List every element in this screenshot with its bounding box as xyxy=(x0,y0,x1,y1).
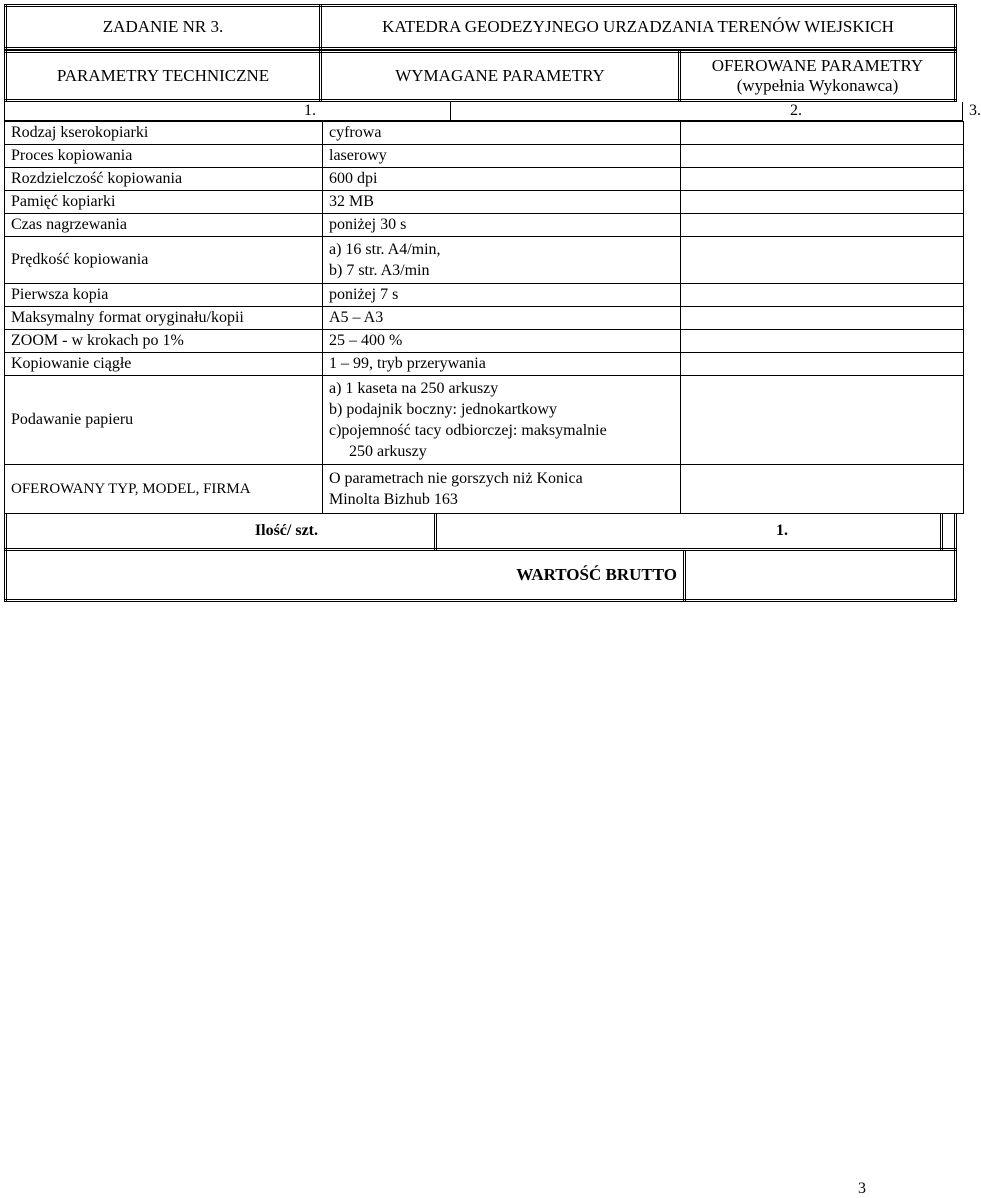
column-technical: PARAMETRY TECHNICZNE xyxy=(6,52,321,101)
param-value: 32 MB xyxy=(323,191,681,214)
gross-value-cell[interactable] xyxy=(685,551,956,601)
column-offered xyxy=(680,52,956,101)
table-row xyxy=(5,214,964,237)
offered-cell[interactable] xyxy=(681,330,964,353)
table-row xyxy=(5,145,964,168)
table-row xyxy=(5,191,964,214)
param-label: Pierwsza kopia xyxy=(5,284,323,307)
param-label: OFEROWANY TYP, MODEL, FIRMA xyxy=(5,465,323,514)
column-number-2: 2. xyxy=(451,102,963,121)
table-row xyxy=(5,353,964,376)
param-label: Pamięć kopiarki xyxy=(5,191,323,214)
param-value: A5 – A3 xyxy=(323,307,681,330)
department-name: KATEDRA GEODEZYJNEGO URZADZANIA TERENÓW WIEJSKICH xyxy=(321,6,956,49)
offered-cell[interactable] xyxy=(681,168,964,191)
param-value xyxy=(323,237,681,284)
param-value: 1 – 99, tryb przerywania xyxy=(323,353,681,376)
page-number: 3 xyxy=(858,1180,866,1197)
column-number-1: 1. xyxy=(5,102,451,121)
gross-value-label: WARTOŚĆ BRUTTO xyxy=(6,551,685,601)
offered-cell[interactable] xyxy=(681,353,964,376)
param-label: Podawanie papieru xyxy=(5,376,323,465)
param-label: Rodzaj kserokopiarki xyxy=(5,122,323,145)
param-value: poniżej 30 s xyxy=(323,214,681,237)
param-label: Prędkość kopiowania xyxy=(5,237,323,284)
paper-line-output-tray: c)pojemność tacy odbiorczej: maksymalnie xyxy=(329,422,607,439)
column-header-table xyxy=(4,50,957,102)
param-value xyxy=(323,376,681,465)
param-label: Kopiowanie ciągłe xyxy=(5,353,323,376)
task-number: ZADANIE NR 3. xyxy=(6,6,321,49)
speed-line-a3: b) 7 str. A3/min xyxy=(329,262,430,279)
table-row xyxy=(5,168,964,191)
table-row xyxy=(5,284,964,307)
param-label: Czas nagrzewania xyxy=(5,214,323,237)
offered-cell[interactable] xyxy=(681,191,964,214)
table-row xyxy=(5,237,964,284)
quantity-table xyxy=(4,514,957,551)
offered-cell[interactable] xyxy=(681,284,964,307)
param-value: 600 dpi xyxy=(323,168,681,191)
header-table xyxy=(4,4,957,50)
offered-cell[interactable] xyxy=(681,307,964,330)
param-label: Proces kopiowania xyxy=(5,145,323,168)
param-value: 25 – 400 % xyxy=(323,330,681,353)
param-label: Rozdzielczość kopiowania xyxy=(5,168,323,191)
column-offered-title: OFEROWANE PARAMETRY xyxy=(711,56,924,75)
offered-cell[interactable] xyxy=(681,465,964,514)
quantity-value: 1. xyxy=(436,514,942,550)
offered-cell[interactable] xyxy=(681,122,964,145)
column-required: WYMAGANE PARAMETRY xyxy=(321,52,680,101)
column-offered-note: (wypełnia Wykonawca) xyxy=(736,76,899,95)
model-line-1: O parametrach nie gorszych niż Konica xyxy=(329,470,583,487)
offered-cell[interactable] xyxy=(681,237,964,284)
quantity-label: Ilość/ szt. xyxy=(6,514,436,550)
paper-line-side-feeder: b) podajnik boczny: jednokartkowy xyxy=(329,401,557,418)
offered-cell[interactable] xyxy=(681,214,964,237)
table-row xyxy=(5,465,964,514)
offered-cell[interactable] xyxy=(681,376,964,465)
column-numbering: 1. 2. 3. xyxy=(4,102,963,121)
param-value xyxy=(323,465,681,514)
table-row xyxy=(5,330,964,353)
param-label: ZOOM - w krokach po 1% xyxy=(5,330,323,353)
param-value: laserowy xyxy=(323,145,681,168)
paper-line-cassette: a) 1 kaseta na 250 arkuszy xyxy=(329,380,499,397)
quantity-offered-cell[interactable] xyxy=(942,514,956,550)
paper-line-output-capacity: 250 arkuszy xyxy=(349,443,427,460)
param-value: cyfrowa xyxy=(323,122,681,145)
param-label: Maksymalny format oryginału/kopii xyxy=(5,307,323,330)
offered-cell[interactable] xyxy=(681,145,964,168)
table-row xyxy=(5,376,964,465)
table-row xyxy=(5,122,964,145)
gross-value-table xyxy=(4,551,957,602)
table-row xyxy=(5,307,964,330)
document-sheet xyxy=(4,4,981,602)
parameters-table xyxy=(4,121,964,514)
model-line-2: Minolta Bizhub 163 xyxy=(329,491,458,508)
speed-line-a4: a) 16 str. A4/min, xyxy=(329,241,441,258)
param-value: poniżej 7 s xyxy=(323,284,681,307)
